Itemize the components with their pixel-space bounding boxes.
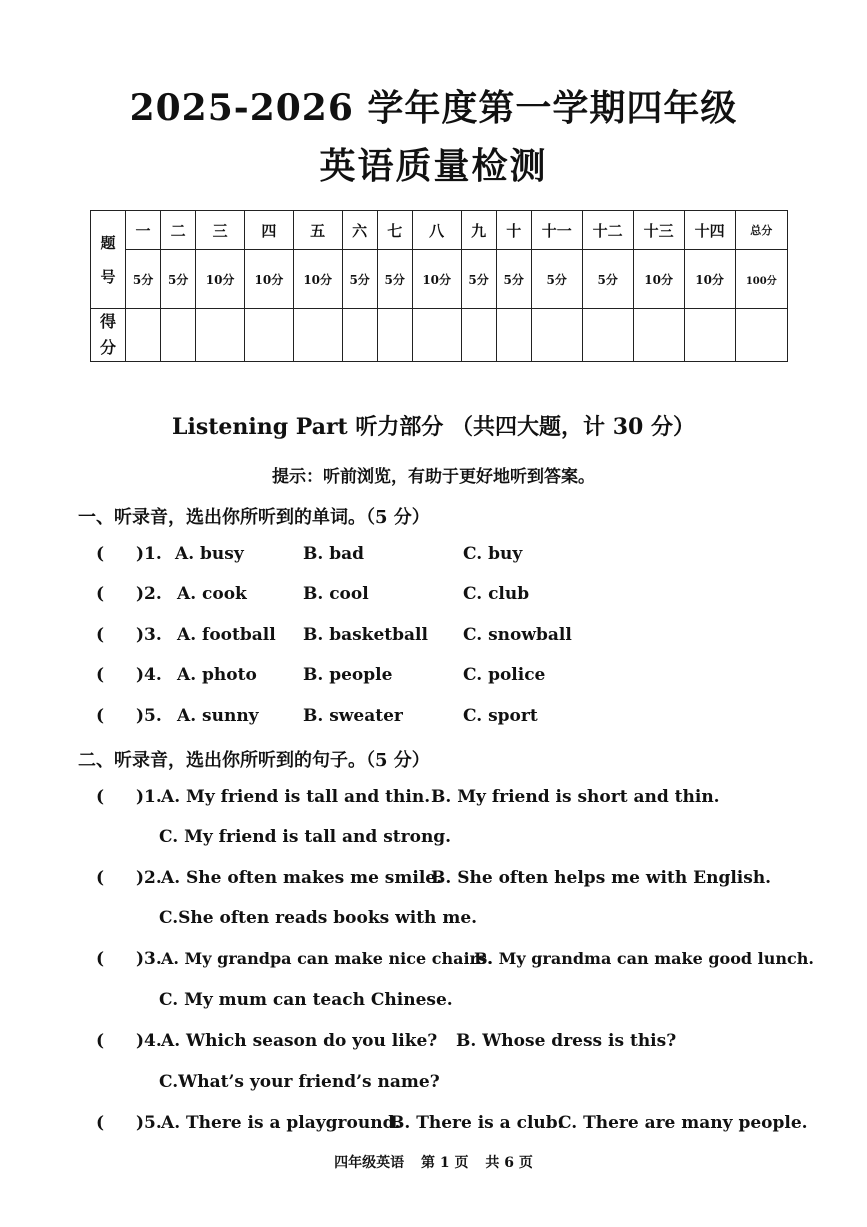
option-b: B. There is a club. [390,1113,564,1133]
points-cell: 5分 [377,250,412,309]
score-entry-cell[interactable] [531,309,582,362]
option-a: A. sunny [177,706,259,726]
option-a: A. There is a playground. [161,1113,401,1133]
option-a: A. cook [177,584,247,604]
answer-blank[interactable]: ( [96,787,105,807]
option-c: C. My mum can teach Chinese. [159,990,453,1010]
answer-blank[interactable]: ( [96,1113,105,1133]
question-number: )1. [136,544,162,564]
score-entry-cell[interactable] [161,309,196,362]
option-a: A. My grandpa can make nice chairs. [161,949,493,968]
option-c: C. My friend is tall and strong. [159,827,452,847]
header-cell: 十 [496,211,531,250]
question-number: )1. [136,787,162,807]
score-entry-cell[interactable] [412,309,461,362]
footer-total-pages: 共 6 页 [485,1155,533,1171]
question-number: )5. [136,706,162,726]
score-entry-cell[interactable] [684,309,735,362]
header-cell: 九 [461,211,496,250]
exam-title-line2: 英语质量检测 [319,145,548,187]
option-b: B. My friend is short and thin. [431,787,720,807]
header-cell: 十一 [531,211,582,250]
option-a: A. busy [175,544,244,564]
header-cell: 六 [342,211,377,250]
option-c: C.She often reads books with me. [159,908,478,928]
header-cell: 三 [196,211,245,250]
header-cell: 一 [126,211,161,250]
footer-page-number: 第 1 页 [421,1155,469,1171]
answer-blank[interactable]: ( [96,665,105,685]
option-b: B. Whose dress is this? [456,1031,677,1051]
score-entry-cell[interactable] [293,309,342,362]
points-cell: 10分 [684,250,735,309]
header-cell: 四 [244,211,293,250]
option-c: C. snowball [463,625,572,645]
header-cell: 十二 [582,211,633,250]
page-footer [0,1152,867,1172]
header-cell: 八 [412,211,461,250]
points-cell: 5分 [126,250,161,309]
points-cell: 100分 [735,250,787,309]
question-number: )4. [136,665,162,685]
header-cell: 十三 [633,211,684,250]
option-c: C. sport [463,706,538,726]
score-entry-cell[interactable] [342,309,377,362]
listening-section-title: Listening Part 听力部分 （共四大题，计 30 分） [172,414,695,440]
answer-blank[interactable]: ( [96,949,105,969]
part2-heading: 二、听录音，选出你所听到的句子。（5 分） [78,750,430,771]
answer-blank[interactable]: ( [96,868,105,888]
answer-blank[interactable]: ( [96,1031,105,1051]
answer-blank[interactable]: ( [96,584,105,604]
question-number: )2. [136,868,162,888]
option-a: A. My friend is tall and thin. [161,787,431,807]
option-a: A. She often makes me smile. [161,868,443,888]
option-b: B. sweater [303,706,403,726]
answer-blank[interactable]: ( [96,544,105,564]
option-a: A. Which season do you like? [161,1031,438,1051]
footer-subject: 四年级英语 [334,1155,405,1171]
exam-title-line1: 2025-2026 学年度第一学期四年级 [129,87,738,129]
option-c: C. police [463,665,546,685]
option-a: A. football [177,625,276,645]
answer-blank[interactable]: ( [96,625,105,645]
score-entry-cell[interactable] [496,309,531,362]
header-cell: 二 [161,211,196,250]
score-entry-cell[interactable] [196,309,245,362]
option-c: C.What’s your friend’s name? [159,1072,440,1092]
points-cell: 10分 [244,250,293,309]
header-cell: 五 [293,211,342,250]
points-cell: 5分 [582,250,633,309]
points-cell: 10分 [293,250,342,309]
row-label-question-number: 题 号 [91,211,126,309]
points-cell: 10分 [196,250,245,309]
question-number: )4. [136,1031,162,1051]
row-label-score: 得 分 [91,309,126,362]
option-a: A. photo [177,665,257,685]
points-cell: 5分 [161,250,196,309]
points-cell: 5分 [531,250,582,309]
answer-blank[interactable]: ( [96,706,105,726]
score-entry-cell[interactable] [461,309,496,362]
points-cell: 5分 [461,250,496,309]
points-cell: 5分 [342,250,377,309]
listening-hint: 提示：听前浏览，有助于更好地听到答案。 [272,467,595,487]
question-number: )3. [136,949,162,969]
header-cell: 十四 [684,211,735,250]
points-cell: 10分 [633,250,684,309]
question-number: )5. [136,1113,162,1133]
points-cell: 10分 [412,250,461,309]
question-number: )2. [136,584,162,604]
header-cell: 总分 [735,211,787,250]
score-entry-cell[interactable] [735,309,787,362]
score-entry-cell[interactable] [126,309,161,362]
option-b: B. She often helps me with English. [431,868,772,888]
score-entry-cell[interactable] [377,309,412,362]
option-c: C. club [463,584,530,604]
option-b: B. people [303,665,393,685]
option-c: C. There are many people. [558,1113,808,1133]
score-entry-cell[interactable] [582,309,633,362]
score-entry-cell[interactable] [633,309,684,362]
option-b: B. basketball [303,625,428,645]
points-cell: 5分 [496,250,531,309]
header-cell: 七 [377,211,412,250]
score-entry-cell[interactable] [244,309,293,362]
option-c: C. buy [463,544,523,564]
part1-heading: 一、听录音，选出你所听到的单词。（5 分） [78,507,430,528]
option-b: B. My grandma can make good lunch. [474,949,814,968]
option-b: B. bad [303,544,364,564]
option-b: B. cool [303,584,369,604]
score-table [90,210,788,362]
question-number: )3. [136,625,162,645]
